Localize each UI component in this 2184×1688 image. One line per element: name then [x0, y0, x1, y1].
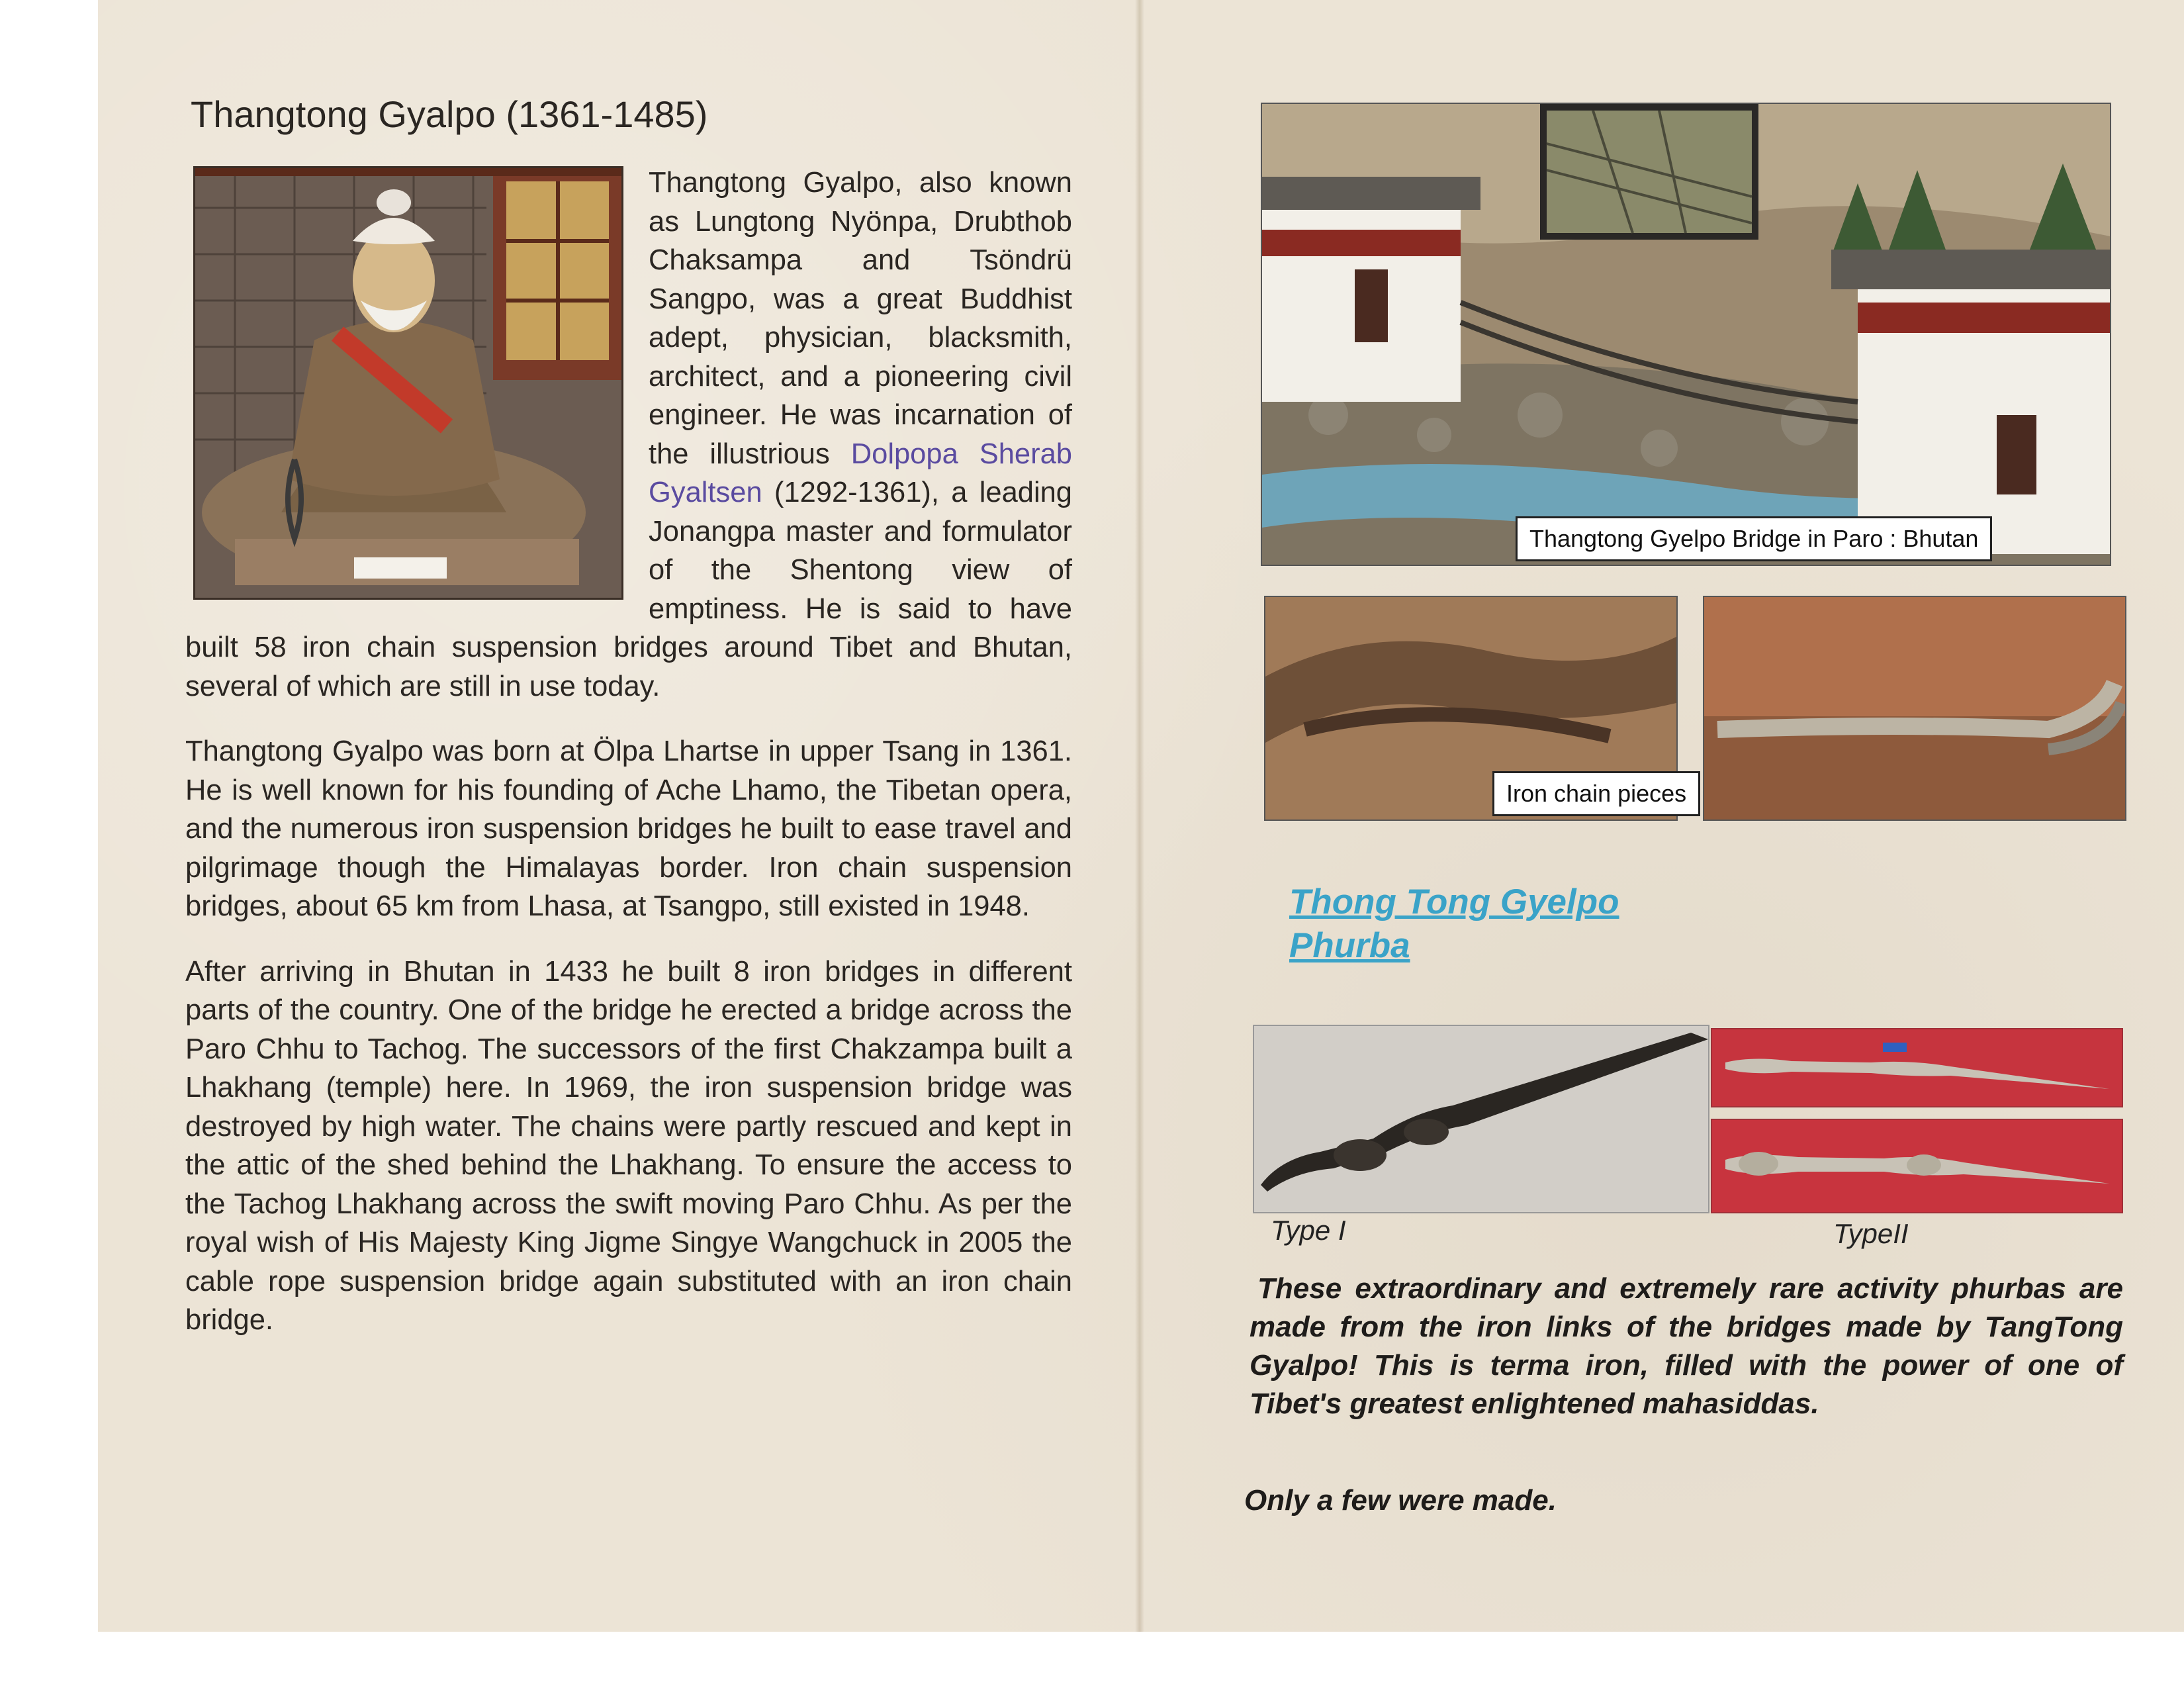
phurba-type2a-illustration: [1712, 1029, 2122, 1106]
phurba-note: Only a few were made.: [1244, 1484, 1557, 1517]
dolpopa-link[interactable]: Dolpopa Sherab Gyaltsen: [649, 438, 1072, 508]
phurba-heading-line2[interactable]: Phurba: [1289, 926, 1410, 965]
type1-label: Type I: [1271, 1215, 1346, 1246]
birth-paragraph: Thangtong Gyalpo was born at Ölpa Lhartse in upper Tsang in 1361. He is well known for his founding of Ache Lhamo, the Tibetan opera, and the numerous iron suspension bridges he built to ease travel and pilgrimage though the Himalayas border. Iron chain suspension bridges, about 65 km from Lhasa, at Tsangpo, still existed in 1948.: [185, 735, 1072, 922]
phurba-heading[interactable]: [1289, 880, 1619, 968]
bhutan-paragraph: After arriving in Bhutan in 1433 he built 8 iron bridges in different parts of the country. One of the bridge he erected a bridge across the Paro Chhu to Tachog. The successors of the first Chakzampa built a Lhakhang (temple) here. In 1969, the iron suspension bridge was destroyed by high water. The chains were partly rescued and kept in the attic of the shed behind the Lhakhang. To ensure the access to the Tachog Lhakhang across the swift moving Paro Chhu. As per the royal wish of His Majesty King Jigme Singye Wangchuck in 2005 the cable rope suspension bridge again substituted with an iron chain bridge.: [185, 955, 1072, 1336]
intro-text-b: (1292-1361), a leading Jonangpa master and formulator of the Shentong view of emptiness. He is said to have built 58 iron chain suspension bridges around Tibet and Bhutan, several of which are still in use today.: [185, 477, 1072, 702]
intro-paragraph: [185, 164, 1072, 706]
phurba-heading-line1[interactable]: Thong Tong Gyelpo: [1289, 882, 1619, 921]
phurba-type2b-illustration: [1712, 1120, 2122, 1212]
chain-photo-right: [1703, 596, 2126, 821]
phurba-description: These extraordinary and extremely rare activity phurbas are made from the iron links of the bridges made by TangTong Gyalpo! This is terma iron, filled with the power of one of Tibet's greatest enlightened mahasiddas.: [1250, 1272, 2123, 1420]
chain-caption: Iron chain pieces: [1492, 771, 1700, 816]
intro-text-a: Thangtong Gyalpo, also known as Lungtong Nyönpa, Drubthob Chaksampa and Tsöndrü Sangpo, was a great Buddhist adept, physician, blacksmith, architect, and a pioneering civil engineer. He was incarnation of the illustrious: [649, 167, 1072, 470]
phurba-type1-photo: [1253, 1025, 1709, 1213]
page-fold: [1135, 0, 1144, 1632]
bridge-illustration: [1262, 104, 2110, 565]
statue-illustration: [195, 168, 621, 598]
left-column: [185, 93, 1072, 1366]
phurba-type2b-photo: [1711, 1119, 2123, 1213]
page-title: Thangtong Gyalpo (1361-1485): [191, 93, 708, 135]
type2-label: TypeII: [1833, 1218, 1909, 1249]
bridge-photo: [1261, 103, 2111, 566]
chain-right-illustration: [1704, 597, 2125, 820]
phurba-type2a-photo: [1711, 1028, 2123, 1107]
phurba-type1-illustration: [1254, 1026, 1708, 1212]
statue-photo: [193, 166, 623, 600]
bridge-caption: Thangtong Gyelpo Bridge in Paro : Bhutan: [1516, 516, 1992, 561]
